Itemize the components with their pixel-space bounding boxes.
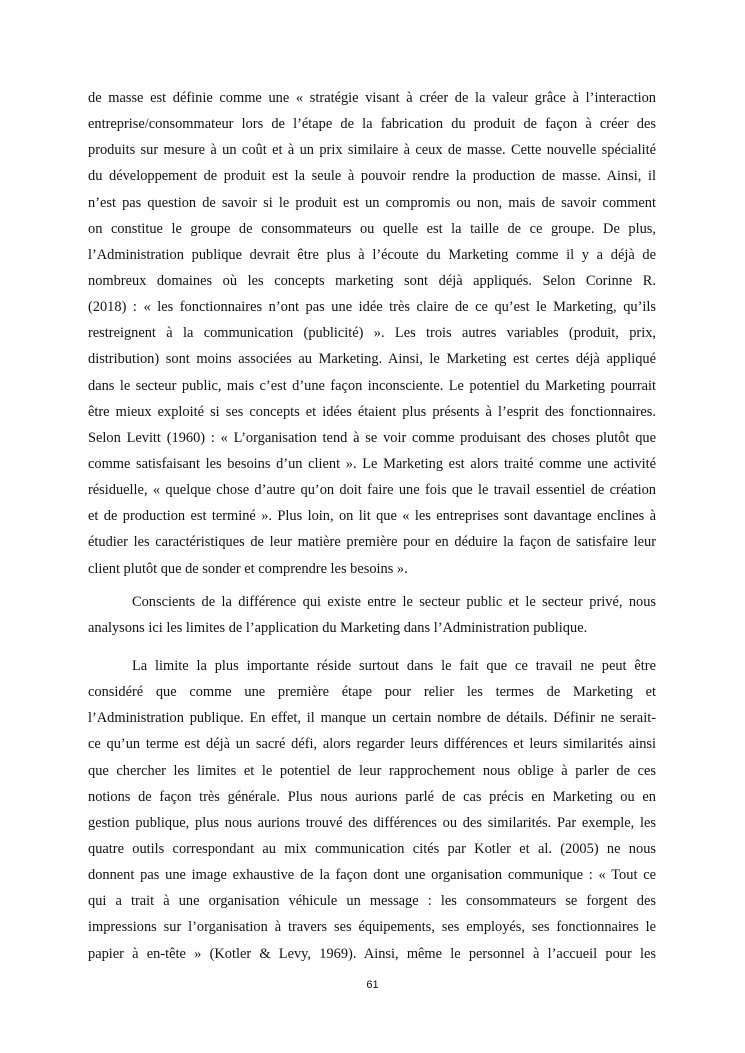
text-line: notions de façon très générale. Plus nous aurions parlé de cas précis en Marketing ou en	[88, 788, 656, 805]
paragraph-limits-intro	[88, 589, 656, 641]
text-line: Selon Levitt (1960) : « L’organisation tend à se voir comme produisant des choses plutôt que	[88, 429, 656, 446]
text-line: gestion publique, plus nous aurions trouvé des différences ou des similarités. Par exemple, les	[88, 814, 656, 831]
text-line: quatre outils correspondant au mix communication cités par Kotler et al. (2005) ne nous	[88, 840, 656, 857]
text-line: restreignent à la communication (publicité) ». Les trois autres variables (produit, prix,	[88, 325, 656, 342]
page-number: 61	[366, 979, 379, 991]
text-line: Conscients de la différence qui existe entre le secteur public et le secteur privé, nous	[132, 594, 656, 610]
text-line: n’est pas question de savoir si le produit est un compromis ou non, mais de savoir comment	[88, 194, 656, 211]
paragraph-main-limit	[88, 653, 656, 967]
text-line: distribution) sont moins associées au Marketing. Ainsi, le Marketing est certes déjà appliqué	[88, 351, 656, 368]
text-line: étudier les caractéristiques de leur matière première pour en déduire la façon de satisfaire leur	[88, 534, 656, 551]
text-line: être mieux exploité si ses concepts et idées étaient plus présents à l’esprit des fonctionnaires.	[88, 403, 656, 420]
text-line: du développement de produit est la seule à pouvoir rendre la production de masse. Ainsi, il	[88, 168, 656, 185]
text-line: on constitue le groupe de consommateurs ou quelle est la taille de ce groupe. De plus,	[88, 220, 656, 237]
text-line: La limite la plus importante réside surtout dans le fait que ce travail ne peut être	[132, 658, 656, 674]
text-line: papier à en-tête » (Kotler & Levy, 1969). Ainsi, même le personnel à l’accueil pour les	[88, 945, 656, 962]
text-line: entreprise/consommateur lors de l’étape de la fabrication du produit de façon à créer des	[88, 116, 656, 133]
text-line: analysons ici les limites de l’application du Marketing dans l’Administration publique.	[88, 620, 588, 637]
text-line: client plutôt que de sonder et comprendre les besoins ».	[88, 560, 408, 577]
text-line: nombreux domaines où les concepts marketing sont déjà appliqués. Selon Corinne R.	[88, 272, 656, 289]
text-line: qui a trait à une organisation véhicule un message : les consommateurs se forgent des	[88, 893, 656, 910]
text-line: résiduelle, « quelque chose d’autre qu’on doit faire une fois que le travail essentiel de création	[88, 482, 656, 499]
text-line: l’Administration publique. En effet, il manque un certain nombre de détails. Définir ne serait-	[88, 710, 656, 727]
text-line: produits sur mesure à un coût et à un prix similaire à ceux de masse. Cette nouvelle spécialité	[88, 142, 656, 159]
text-line: considéré que comme une première étape pour relier les termes de Marketing et	[88, 684, 656, 701]
text-line: ce qu’un terme est déjà un sacré défi, alors regarder leurs différences et leurs similarités ainsi	[88, 736, 656, 753]
text-line: l’Administration publique devrait être plus à l’écoute du Marketing comme il y a déjà de	[88, 246, 656, 263]
text-line: dans le secteur public, mais c’est d’une façon inconsciente. Le potentiel du Marketing pourrait	[88, 377, 656, 394]
text-line: et de production est terminé ». Plus loin, on lit que « les entreprises sont davantage enclines à	[88, 508, 656, 525]
text-line: que chercher les limites et le potentiel de leur rapprochement nous oblige à parler de ces	[88, 762, 656, 779]
text-line: (2018) : « les fonctionnaires n’ont pas une idée très claire de ce qu’est le Marketing, qu’ils	[88, 299, 656, 316]
text-line: impressions sur l’organisation à travers ses équipements, ses employés, ses fonctionnaires le	[88, 919, 656, 936]
text-line: comme satisfaisant les besoins d’un client ». Le Marketing est alors traité comme une activité	[88, 455, 656, 472]
paragraph-mass-customization	[88, 85, 656, 582]
text-line: donnent pas une image exhaustive de la façon dont une organisation communique : « Tout ce	[88, 867, 656, 884]
text-line: de masse est définie comme une « stratégie visant à créer de la valeur grâce à l’interaction	[88, 90, 656, 106]
